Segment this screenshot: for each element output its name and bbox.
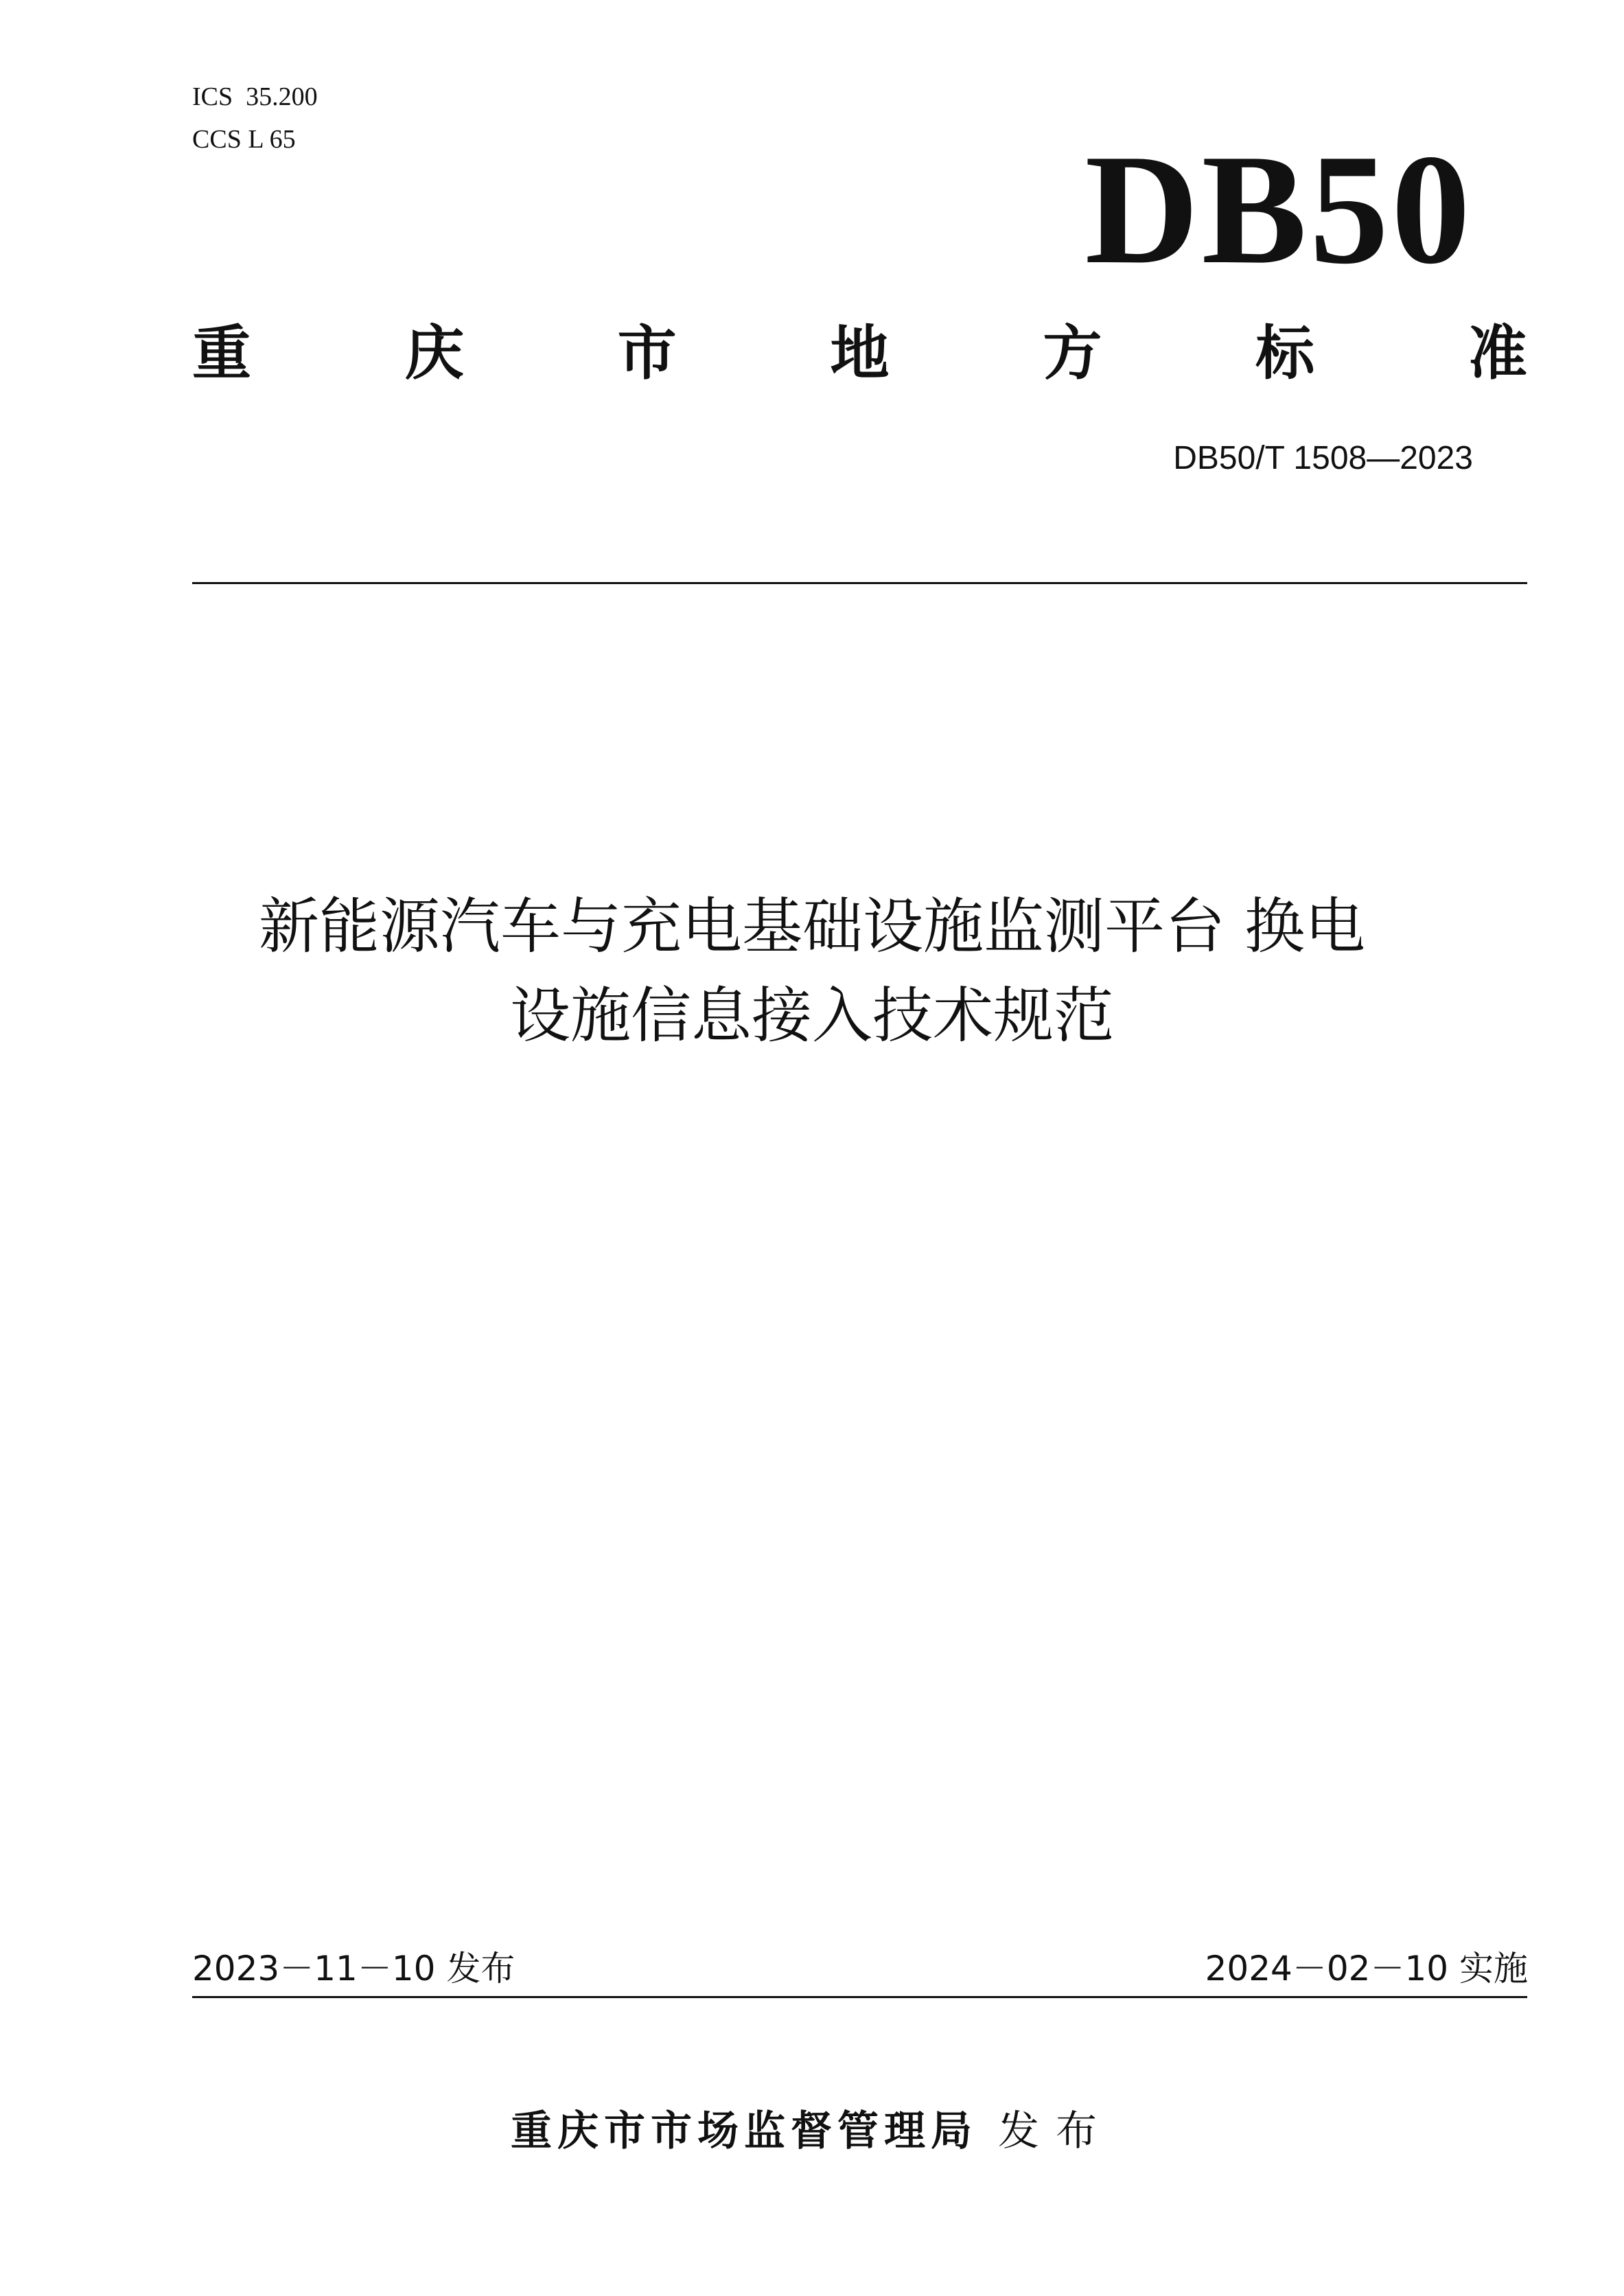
standard-type-char: 准 bbox=[1468, 319, 1527, 388]
document-title bbox=[137, 882, 1487, 1060]
ics-code: ICS 35.200 bbox=[192, 82, 318, 111]
standard-number: DB50/T 1508—2023 bbox=[1173, 440, 1473, 476]
top-divider bbox=[192, 582, 1527, 584]
standard-type-char: 方 bbox=[1043, 319, 1102, 388]
standard-type-char: 庆 bbox=[404, 319, 464, 388]
standard-type-heading bbox=[192, 319, 1527, 388]
title-line-1: 新能源汽车与充电基础设施监测平台 换电 bbox=[259, 891, 1365, 962]
standard-logo: DB50 bbox=[1084, 121, 1473, 297]
standard-type-char: 市 bbox=[617, 319, 677, 388]
issue-date: 2023－11－10 发布 bbox=[192, 1949, 515, 1988]
publisher bbox=[137, 2104, 1487, 2159]
publisher-action: 发布 bbox=[998, 2107, 1113, 2155]
ccs-code: CCS L 65 bbox=[192, 125, 296, 154]
bottom-divider bbox=[192, 1996, 1527, 1998]
title-line-2: 设施信息接入技术规范 bbox=[509, 980, 1114, 1051]
standard-type-char: 重 bbox=[192, 319, 251, 388]
standard-type-char: 标 bbox=[1255, 319, 1315, 388]
publisher-name: 重庆市市场监督管理局 bbox=[511, 2107, 977, 2155]
implementation-date: 2024－02－10 实施 bbox=[1205, 1949, 1528, 1988]
standard-type-char: 地 bbox=[830, 319, 890, 388]
